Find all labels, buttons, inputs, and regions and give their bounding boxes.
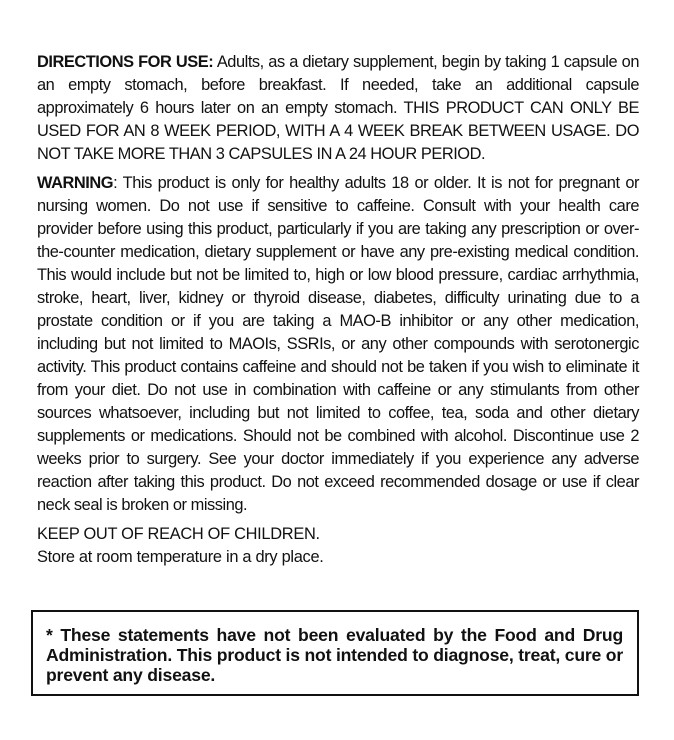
warning-heading: WARNING — [37, 174, 114, 192]
fda-disclaimer-text: * These statements have not been evaluated by the Food and Drug Administration. This product is not intended to diagnose, treat, cure or prevent any disease. — [46, 625, 623, 685]
storage-notice: Store at room temperature in a dry place. — [37, 548, 324, 566]
warning-paragraph — [37, 172, 639, 517]
warning-text: : This product is only for healthy adults 18 or older. It is not for pregnant or nursing women. Do not use if sensitive to caffeine. Consult with your health care provider before using this product, particularly if you are taking any prescription or over-the-counter medication, dietary supplement or have any pre-existing medical condition. This would include but not be limited to, high or low blood pressure, cardiac arrhythmia, stroke, heart, liver, kidney or thyroid disease, diabetes, difficulty urinating due to a prostate condition or if you are taking a MAO-B inhibitor or any other medication, including but not limited to MAOIs, SSRIs, or any other compounds with serotonergic activity. This product contains caffeine and should not be taken if you wish to eliminate it from your diet. Do not use in combination with caffeine or any stimulants from other sources whatsoever, including but not limited to coffee, tea, soda and other dietary supplements or medications. Should not be combined with alcohol. Discontinue use 2 weeks prior to surgery. See your doctor immediately if you experience any adverse reaction after taking this product. Do not exceed recommended dosage or use if clear neck seal is broken or missing. — [37, 174, 639, 514]
keep-out-notice: KEEP OUT OF REACH OF CHILDREN. — [37, 525, 320, 543]
fda-disclaimer-box — [31, 610, 639, 696]
directions-text: Adults, as a dietary supplement, begin by taking 1 capsule on an empty stomach, before breakfast. If needed, take an additional capsule approximately 6 hours later on an empty stomach. THIS PRODUCT CAN ONLY BE USED FOR AN 8 WEEK PERIOD, WITH A 4 WEEK BREAK BETWEEN USAGE. DO NOT TAKE MORE THAN 3 CAPSULES IN A 24 HOUR PERIOD. — [37, 53, 639, 163]
supplement-label — [37, 51, 639, 569]
directions-heading: DIRECTIONS FOR USE: — [37, 53, 214, 71]
directions-paragraph — [37, 51, 639, 166]
